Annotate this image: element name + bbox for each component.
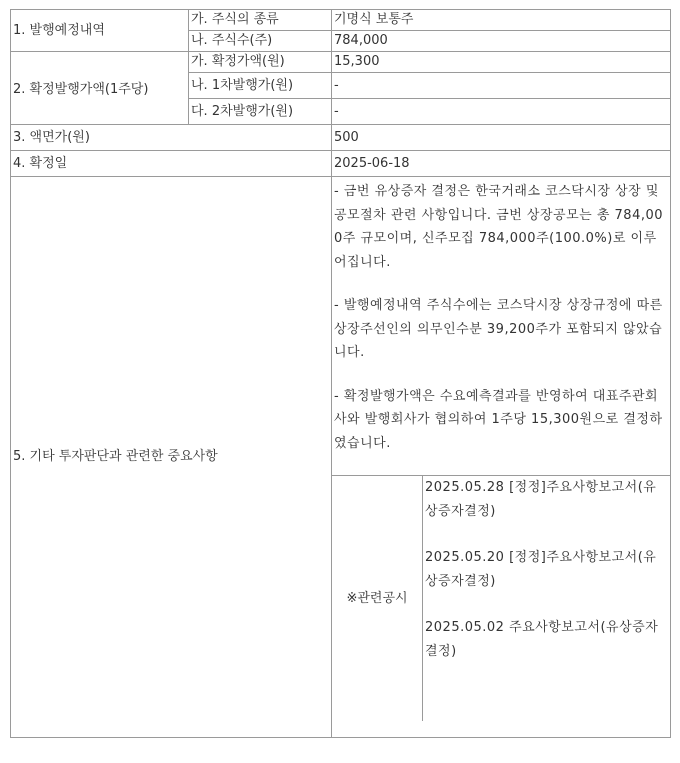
field-value-second-price: - xyxy=(332,99,671,125)
row-issue-shares-kind xyxy=(11,10,671,31)
field-value-confirmed-price: 15,300 xyxy=(332,52,671,73)
related-disclosures-list xyxy=(423,476,670,721)
row-confirm-date xyxy=(11,151,671,177)
field-label-share-kind: 가. 주식의 종류 xyxy=(189,10,332,31)
row-label-par-value: 3. 액면가(원) xyxy=(11,125,332,151)
field-value-first-price: - xyxy=(332,73,671,99)
other-matters-content xyxy=(332,177,671,738)
note-paragraph: - 확정발행가액은 수요예측결과를 반영하여 대표주관회사와 발행회사가 협의하여 1주당 15,300원으로 결정하였습니다. xyxy=(334,388,663,451)
field-label-confirmed-price: 가. 확정가액(원) xyxy=(189,52,332,73)
row-par-value xyxy=(11,125,671,151)
field-value-confirm-date: 2025-06-18 xyxy=(332,151,671,177)
row-label-issue-price xyxy=(11,52,189,125)
notes-block xyxy=(332,177,670,475)
row-confirmed-price xyxy=(11,52,671,73)
related-disclosure-item[interactable]: 2025.05.02 주요사항보고서(유상증자결정) xyxy=(425,620,659,659)
field-value-share-kind: 기명식 보통주 xyxy=(332,10,671,31)
related-disclosure-item[interactable]: 2025.05.20 [정정]주요사항보고서(유상증자결정) xyxy=(425,550,657,589)
note-paragraph: - 금번 유상증자 결정은 한국거래소 코스닥시장 상장 및 공모절차 관련 사항입니다. 금번 상장공모는 총 784,000주 규모이며, 신주모집 784,000주(100.0%)로 이루어집니다. xyxy=(334,184,664,270)
field-label-share-count: 나. 주식수(주) xyxy=(189,31,332,52)
field-value-share-count: 784,000 xyxy=(332,31,671,52)
row-label-confirm-date: 4. 확정일 xyxy=(11,151,332,177)
field-value-par-value: 500 xyxy=(332,125,671,151)
issue-price-label-text: 2. 확정발행가액(1주당) xyxy=(13,82,149,97)
field-label-first-price: 나. 1차발행가(원) xyxy=(189,73,332,99)
row-label-other-matters: 5. 기타 투자판단과 관련한 중요사항 xyxy=(11,177,332,738)
disclosure-table xyxy=(10,9,671,738)
row-other-matters xyxy=(11,177,671,738)
note-paragraph: - 발행예정내역 주식수에는 코스닥시장 상장규정에 따른 상장주선인의 의무인수분 39,200주가 포함되지 않았습니다. xyxy=(334,298,663,360)
row-label-issue-plan: 1. 발행예정내역 xyxy=(11,10,189,52)
field-label-second-price: 다. 2차발행가(원) xyxy=(189,99,332,125)
related-disclosures-label: ※관련공시 xyxy=(332,476,423,721)
related-disclosure-item[interactable]: 2025.05.28 [정정]주요사항보고서(유상증자결정) xyxy=(425,480,657,519)
related-disclosures xyxy=(332,475,670,721)
